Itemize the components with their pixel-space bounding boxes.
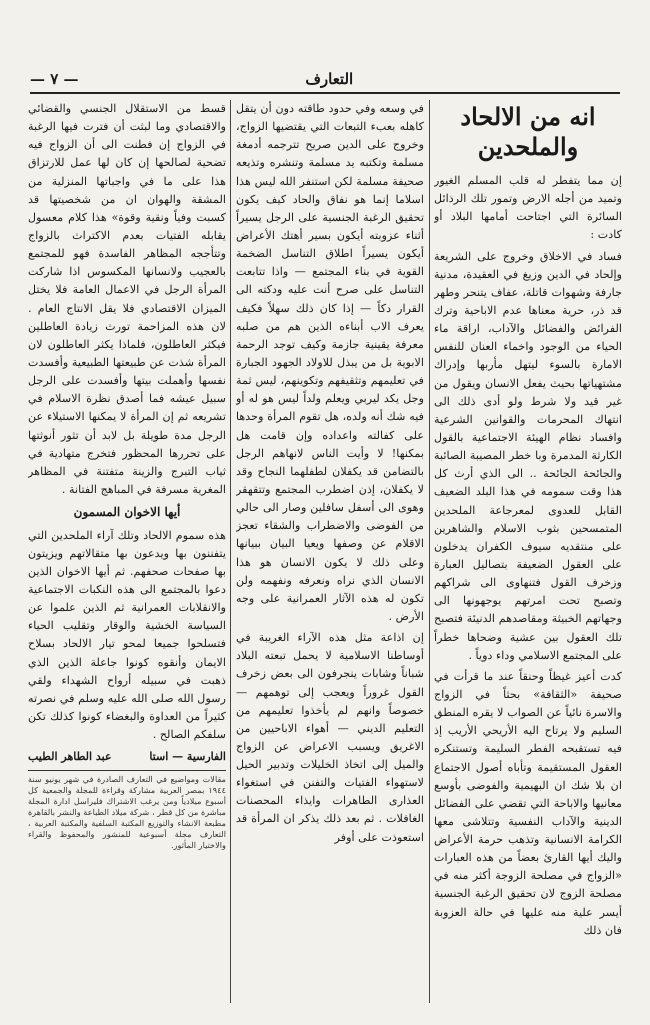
section-subheading: أيها الاخوان المسمون bbox=[73, 505, 181, 520]
paragraph: إن اذاعة مثل هذه الآراء الغريبة في أوساطنا الاسلامية لا يحمل تبعته البلاد شباناً وشابات ينجرفون الى بعض زخرف القول غروراً ويعجب إلى توهمهم — خصوصاً وانهم لم يأخذوا تعليمهم من التعليم الديني — أهواء الاباحيين من الاغريق ويسبب الاعراض عن الزواج والميل إلى اتخاذ الخليلات وتدبير الحيل لاستهواء الفتيات والتفنن في استغواء العذارى الطاهرات وايذاء المحصنات الغافلات . ثم بعد ذلك يذكر ان المرأة قد استعوذت على أوفر bbox=[236, 631, 424, 844]
paragraph: في وسعه وفي حدود طاقته دون أن يتقل كاهله بعبء التبعات التي يقتضيها الزواج، وخروج على الدين صريح تترجمه أدمغة مسلمة وتكتبه يد مسلمة وتنشره وتذيعه صحيفة مسلمة لكن استنفر الله ليس هذا اسلاما إنما هو نفاق والحاد كيف يكون تحقيق الرغبة الجنسية على الرجل يسيراً أثناء عزوبته أيكون بسير أهتك الأعراض أيكون يسيراً اطلاق التناسل الضخمة القوية في بناء المجتمع — واذا تتابعت التناسل على صرح أنت عليه ودكته الى القرار دكاً — إذا كان ذلك سهلاً فكيف يعرف الاب أبناءه الذين هم من صلبه معرفة يقينية جازمة وكيف توجد الرحمة الابوية بل من يبذل للاولاد الجهود الجبارة في تعليمهم وتثقيفهم وتكوينهم، ليس ثمة وجل يكد ليربي ويعلم ولداً ليس هو له أو فيه شك أنه ولده، هل تقوم المرأة وحدها على كفالته واعداده وإن قامت هل بمكنها! لا وأيت الناس لانهاهم الرجل بالتضامن قد يكفلان لطفلهما النجاح وقد لا يكفلان، إذن اضطرب المجتمع وتتقهقر وهوى الى أسفل سافلين وصار الى حالي من الفوضى والاضطراب والشقاء تعجز الاقلام عن وصفها ويعيا البيان ببيانها وعلى ذلك لا يكون الانسان هو هذا الانسان الذي نراه ونعرفه ونفهمه ولن تكون له هذه الآثار العمرانية على وجه الأرض . bbox=[236, 102, 424, 623]
paragraph: إن مما يتفطر له قلب المسلم الغيور وتميد من أجله الارض وتمور تلك الرذائل السائرة التي اجتاحت أمامها البلاد أو كادت : bbox=[434, 174, 622, 242]
paragraph: فساد في الاخلاق وخروج على الشريعة وإلحاد في الدين وزيغ في العقيدة، مدنية جارفة وشهوات قاتلة، عفاف يتنحر وطهر قد ذر، حرية معناها عدم الاباحية وترك الفرائض والفضائل والآداب، اراقة ماء الحياء من الوجود واخماء العنان للنفس الامارة بالسوء ليتهل مأربها وإدراك مشتهياتها بحيث يفعل الانسان ويقول من غير قيد ولا شرط ولو أدى ذلك الى انتهاك المحرمات والقوانين الشرعية وافساد نظام الهيئة الاجتماعية بالقول الكارثة المدمرة وبا خطر المصيبة الصائبة والجائحة الجائحة .. الى الذي أرث كل هذا وقت سمومه في هذا البلد الضعيف القابل للعدوى لمعرجاعة الملحدين المتمسحين بثوب الاسلام والشاهرين على منتقديه سيوف الكفران يدخلون على العقول الضعيفة بتصاليل العبارة وزخرف القول فتنهاوى الى شراكهم وتصبح تحت امرتهم يوجهونها الى وجهاتهم الخبيثة ومقاصدهم الدنيئة فتصبح تلك العقول بين عشية وضحاها خطراً على المجتمع الاسلامي وداء دوياً . bbox=[434, 249, 622, 662]
author-signature bbox=[28, 748, 226, 766]
column-divider bbox=[230, 100, 231, 1003]
paragraph: كدت أعيز غيظاً وحنقاً عند ما قرأت في صحيفة «الثقافة» بحثاً في الزواج والاسرة نائياً عن الصواب لا يقره المنطق السليم ولا يرتاح اليه الأريحي الأريب إذ فيه تستقبحه الفطر السليمة وتستنكره العقول المستقيمة وتأباه أصول الاجتماع ان بلا شك ان البهيمية والفوضى بأوسع معانيها والاباحة التي تقضي على الفضائل الدينية والآداب النفسية وتتلاشى معها الكرامة الانسانية وتذهب حرمة الأعراض واليك أيها القارئ بعضاً من هذه العبارات «الزواج في مصلحة الزوجة أكثر منه في مصلحة الزوج لان تحقيق الرغبة الجنسية أيسر علية منه عليها في حالة العزوبة فان ذلك bbox=[434, 669, 622, 937]
page-number: — ٧ — bbox=[30, 70, 79, 88]
column-divider bbox=[429, 100, 430, 1003]
page-header bbox=[30, 66, 620, 94]
article-column-left bbox=[28, 100, 226, 1003]
paragraph: قسط من الاستقلال الجنسي والقضائي والاقتصادي وما لبثت أن فترت فيها الرغبة في الزواج إن فطنت الى أن الزواج فيه تضحية لصالحها إن كان لها عمل للارتزاق هذا على ما في واجباتها المنزلية من المشقة والهوان ان من شخصيتها قد كسبت وفياً ونقية وقوة» هذا كلام معسول يقابله الفتيات بعدم الاكتراث بالزواج وتتأججه المظاهر الفاسدة فهو للمجتمع بالعجيب ولانسانها المكسوس اذا شاركت المرأة الرجل في الاعمال العامة فلا يختل الميزان الاقتصادي فلا يقل الانتاج العام . لان هذه المزاحمة تورث زيادة العاطلين فيكثر العاطلون، فلماذا يكثر العاطلون لان المرأة شذت عن طبيعتها الطبيعية وأفسدت نفسها وأهملت بيتها وأفسدت على الرجل سبيل عيشه فما أصدق نظرة الاسلام في تشريعه ثم إن المرأة لا يمكنها الاستيلاء عن الرجل مدة طويلة بل لابد أن تثور أنوثتها على تحررها المحظور فتخرج متهادية في ثياب التبرج والزينة متفتنة في المظاهر المغرية مسرفة في المباهج الفتانة . bbox=[28, 102, 226, 496]
article-column-right bbox=[434, 100, 622, 1003]
journal-name: التعارف bbox=[305, 70, 354, 88]
article-title: انه من الالحاد والملحدين bbox=[460, 102, 596, 161]
paragraph: هذه سموم الالحاد وتلك آراء الملحدين التي يتفننون بها ويدعون بها متقالاتهم ويزيتون بها صفحات صحفهم. ثم أيها الاخوان الذين دعوا بالمجتمع الى هذه النكبات الاجتماعية والانقلابات العمرانية ثم الذين علموا عن السياسة الخشية والوقار وتقليب الحياء فتسلحوا جميعا لمحو تيار الالحاد بسلاح الايمان وأنقوه كونوا جاعلة الذين الذي ذهبت في سبيله أرواح الشهداء ولقي رسول الله صلى الله عليه وسلم في نصرته كثيراً من العداوة والبغضاء كونوا كذلك تكن سلفكم الصالح . bbox=[28, 528, 226, 742]
article-column-middle bbox=[236, 100, 424, 1003]
signature-name: عبد الطاهر الطيب bbox=[28, 750, 112, 764]
signature-place: الفارسية — استا bbox=[149, 750, 226, 764]
publication-notice: مقالات ومواضيع في التعارف الصادرة في شهر يونيو سنة ١٩٤٤ بمصر العربية مشاركة وقراءة للمجلة والجمعية كل أسبوع ميلادياً ومن يرغب الاشتراك فليراسل ادارة المجلة مباشرة من كل قطر ، شركة ميلاد الطباعة والنشر بالقاهرة مطبعة الانشاء والتوزيع المكتبة السلفية والمكتبة العربية ، التعارف مجلة أسبوعية للمنشور والمحفوظ والقراء والاختيار المأثور. bbox=[28, 770, 226, 851]
